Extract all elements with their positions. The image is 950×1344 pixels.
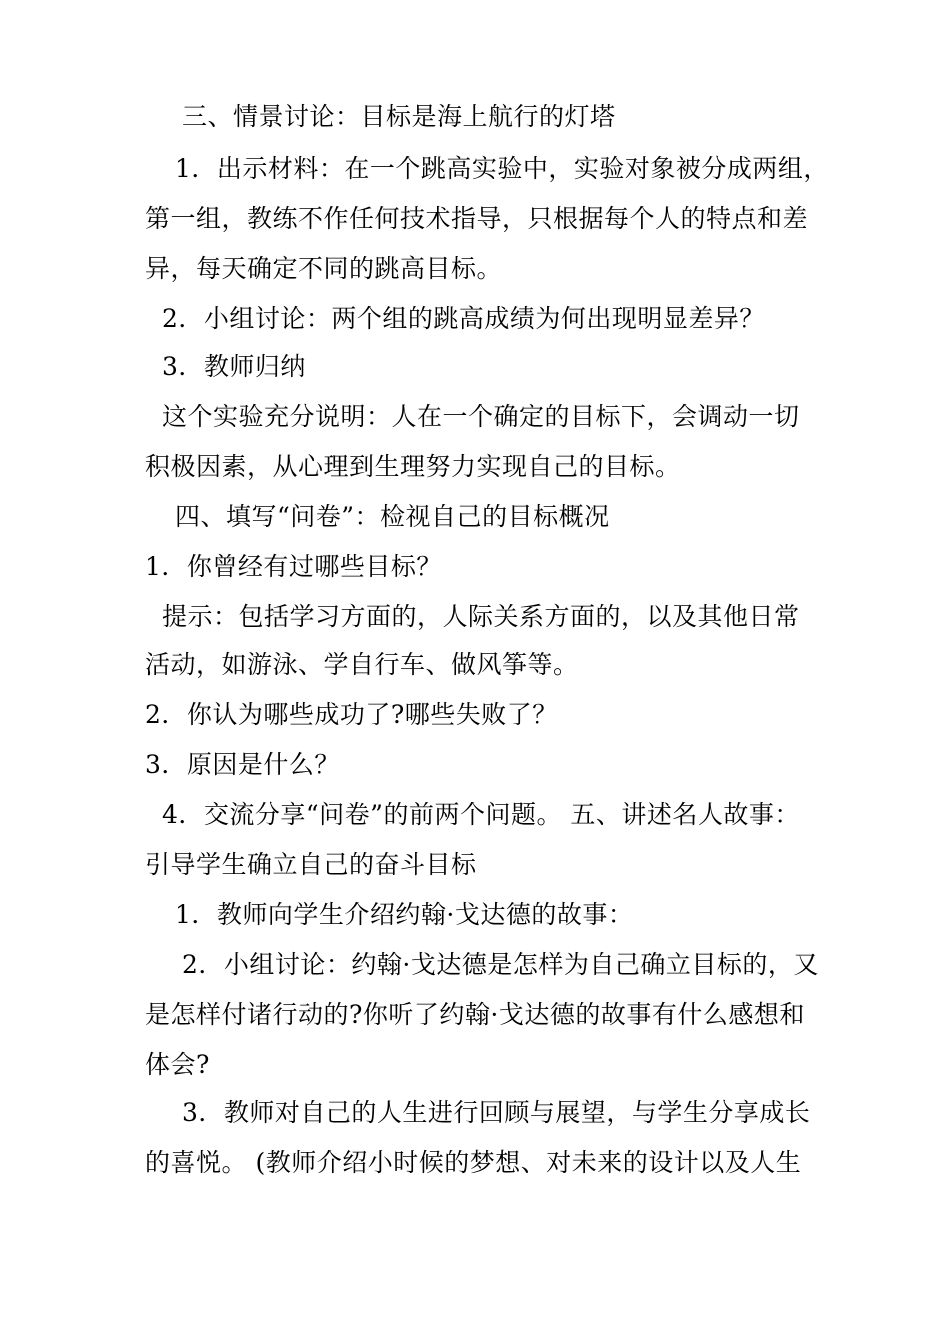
paragraph-line: 3．原因是什么？ — [145, 750, 340, 779]
paragraph-line: 活动，如游泳、学自行车、做风筝等。 — [145, 650, 579, 679]
paragraph-line: 积极因素，从心理到生理努力实现自己的目标。 — [145, 452, 681, 481]
paragraph-line: 这个实验充分说明：人在一个确定的目标下，会调动一切 — [162, 402, 800, 431]
paragraph-line: 2．你认为哪些成功了?哪些失败了？ — [145, 700, 558, 729]
paragraph-line: 体会? — [145, 1050, 210, 1079]
paragraph-line: 2．小组讨论：约翰·戈达德是怎样为自己确立目标的，又 — [182, 950, 819, 979]
paragraph-line: 1．你曾经有过哪些目标？ — [145, 552, 442, 581]
paragraph-line: 第一组，教练不作任何技术指导，只根据每个人的特点和差 — [145, 204, 809, 233]
paragraph-line: 提示：包括学习方面的，人际关系方面的，以及其他日常 — [162, 602, 800, 631]
paragraph-line: 引导学生确立自己的奋斗目标 — [145, 850, 477, 879]
section-heading: 三、情景讨论：目标是海上航行的灯塔 — [182, 102, 616, 131]
section-heading: 四、填写“问卷”：检视自己的目标概况 — [175, 502, 610, 531]
paragraph-line: 的喜悦。 (教师介绍小时候的梦想、对未来的设计以及人生 — [145, 1148, 802, 1177]
paragraph-line: 3．教师对自己的人生进行回顾与展望，与学生分享成长 — [182, 1098, 811, 1127]
paragraph-line: 是怎样付诸行动的?你听了约翰·戈达德的故事有什么感想和 — [145, 1000, 805, 1029]
paragraph-line: 2．小组讨论：两个组的跳高成绩为何出现明显差异？ — [162, 304, 765, 333]
paragraph-line: 3．教师归纳 — [162, 352, 306, 381]
paragraph-line: 异，每天确定不同的跳高目标。 — [145, 254, 503, 283]
paragraph-line: 1．出示材料：在一个跳高实验中，实验对象被分成两组， — [175, 154, 829, 183]
paragraph-line: 1．教师向学生介绍约翰·戈达德的故事： — [175, 900, 634, 929]
paragraph-line: 4．交流分享“问卷”的前两个问题。 五、讲述名人故事： — [162, 800, 800, 829]
